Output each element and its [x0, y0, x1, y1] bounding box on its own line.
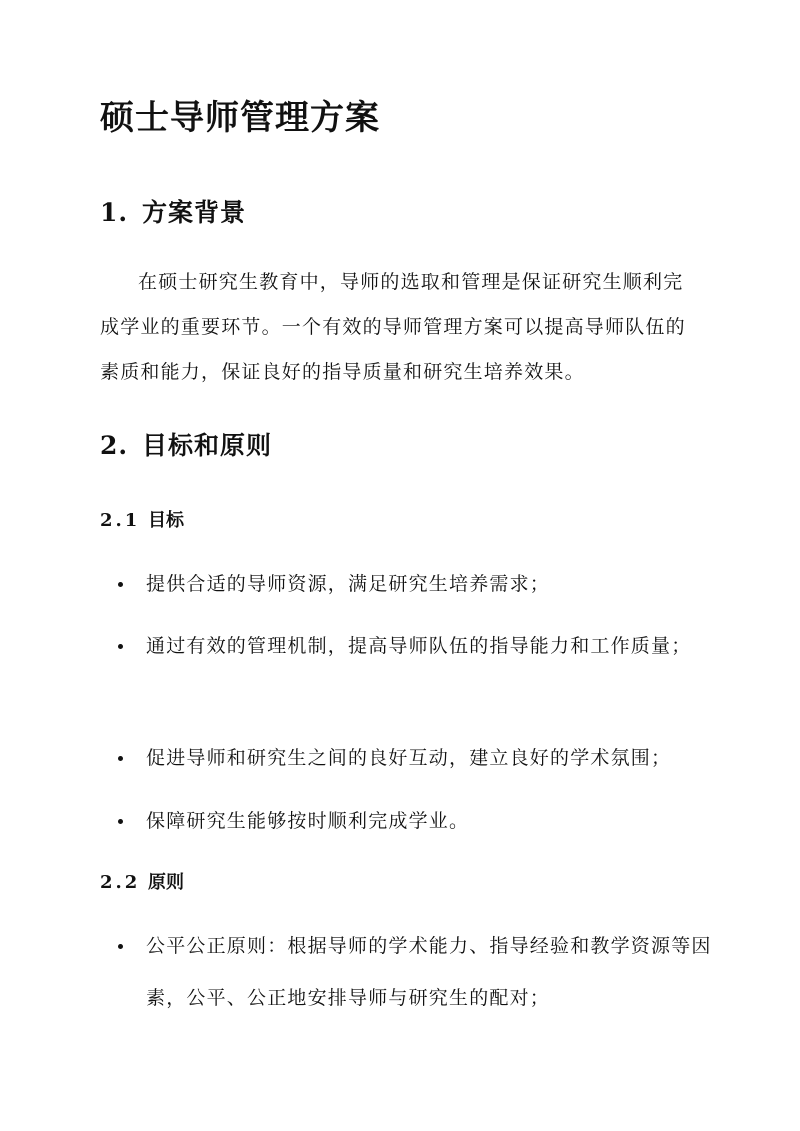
section-1-number: 1.: [100, 198, 129, 227]
section-2-title: 目标和原则: [142, 431, 273, 460]
section-2-2-number: 2.2: [100, 872, 141, 893]
section-1-paragraph: 在硕士研究生教育中，导师的选取和管理是保证研究生顺利完成学业的重要环节。一个有效的导师管理方案可以提高导师队伍的素质和能力，保证良好的指导质量和研究生培养效果。: [100, 271, 686, 383]
list-item-text: 公平公正原则：根据导师的学术能力、指导经验和教学资源等因素，公平、公正地安排导师与研究生的配对；: [146, 935, 712, 1009]
section-2-1-number: 2.1: [100, 510, 141, 531]
list-item: [118, 795, 716, 847]
list-item: [118, 920, 716, 1024]
section-2-2-title: 原则: [148, 872, 184, 893]
list-item: [118, 732, 716, 784]
section-2-1-title: 目标: [148, 510, 184, 531]
bullet-icon: [118, 819, 123, 824]
bullet-icon: [118, 644, 123, 649]
bullet-icon: [118, 582, 123, 587]
section-1-heading: [100, 197, 246, 229]
bullet-icon: [118, 756, 123, 761]
section-2-number: 2.: [100, 431, 129, 460]
bullet-icon: [118, 944, 123, 949]
list-item-text: 提供合适的导师资源，满足研究生培养需求；: [146, 573, 551, 595]
list-item: [118, 558, 716, 610]
section-2-1-heading: [100, 509, 184, 533]
document-title: 硕士导师管理方案: [100, 98, 380, 138]
list-item-text: 促进导师和研究生之间的良好互动，建立良好的学术氛围；: [146, 747, 672, 769]
list-item: [118, 620, 716, 672]
list-item-text: 通过有效的管理机制，提高导师队伍的指导能力和工作质量；: [146, 635, 692, 657]
section-2-heading: [100, 430, 272, 462]
section-1-title: 方案背景: [142, 198, 247, 227]
list-item-text: 保障研究生能够按时顺利完成学业。: [146, 810, 470, 832]
section-2-2-heading: [100, 871, 184, 895]
